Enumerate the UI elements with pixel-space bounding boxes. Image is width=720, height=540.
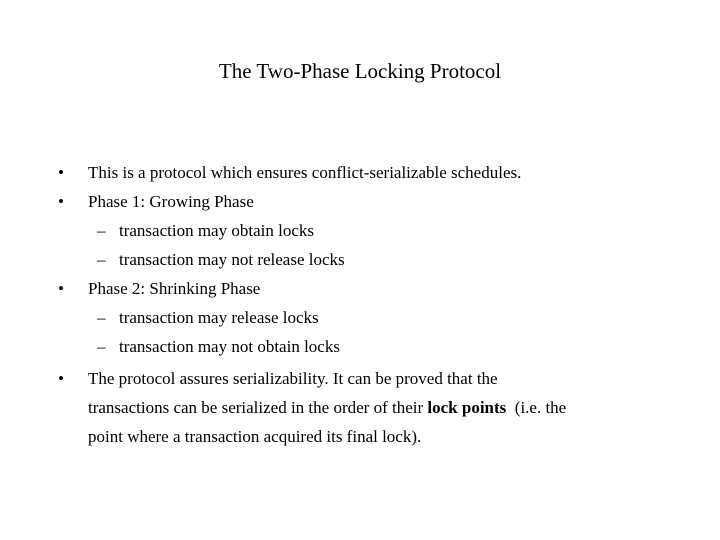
dash-icon: –	[97, 337, 106, 356]
bullet-icon: •	[58, 369, 64, 388]
sub-bullet-text: transaction may not release locks	[119, 250, 345, 269]
text-segment: transactions can be serialized in the order of their	[88, 398, 428, 417]
dash-icon: –	[97, 250, 106, 269]
bullet-text-line-3: point where a transaction acquired its final lock).	[88, 427, 422, 446]
lock-points-term: lock points	[427, 398, 507, 417]
page-title: The Two-Phase Locking Protocol	[218, 59, 502, 83]
bullet-text-line-2	[88, 397, 566, 419]
sub-bullet-text: transaction may obtain locks	[119, 221, 314, 240]
dash-icon: –	[97, 221, 106, 240]
text-segment: (i.e. the	[506, 398, 567, 417]
bullet-text: Phase 1: Growing Phase	[88, 192, 254, 211]
sub-bullet-text: transaction may not obtain locks	[119, 337, 340, 356]
sub-bullet-text: transaction may release locks	[119, 308, 319, 327]
bullet-text-line-1: The protocol assures serializability. It can be proved that the	[88, 369, 498, 388]
bullet-text: Phase 2: Shrinking Phase	[88, 279, 261, 298]
bullet-icon: •	[58, 192, 64, 211]
bullet-text: This is a protocol which ensures conflict-serializable schedules.	[88, 163, 522, 182]
dash-icon: –	[97, 308, 106, 327]
bullet-icon: •	[58, 279, 64, 298]
bullet-icon: •	[58, 163, 64, 182]
